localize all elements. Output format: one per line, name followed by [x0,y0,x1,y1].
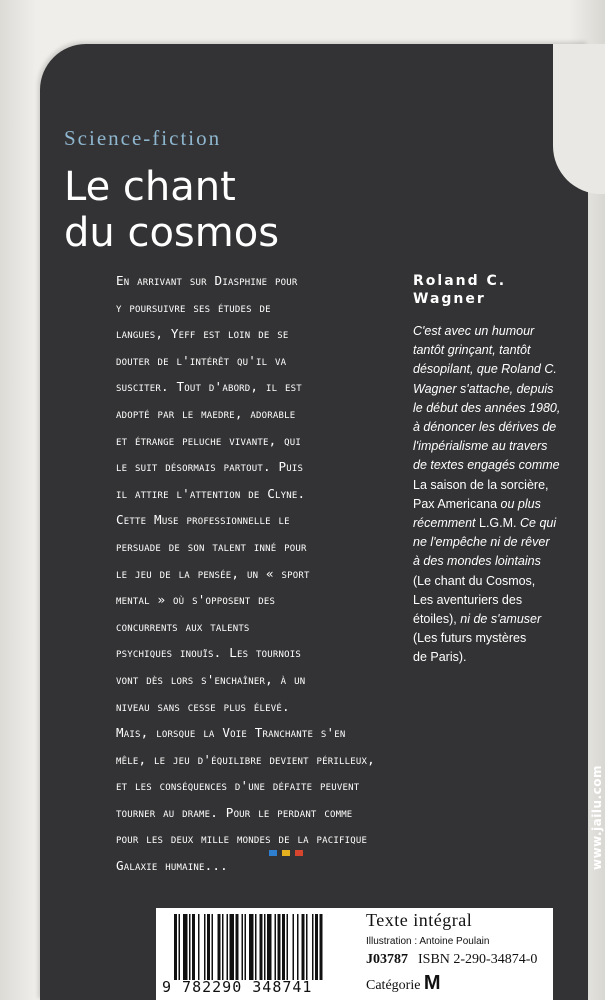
barcode-bar [242,914,244,980]
synopsis-line: y poursuivre ses études de [116,299,271,315]
barcode-bar [275,914,277,980]
author-line-2: Wagner [413,291,486,307]
author-bio [413,322,573,668]
synopsis-line: douter de l'intérêt qu'il va [116,352,287,368]
genre-label: Science-fiction [64,126,222,150]
barcode-bar [236,914,239,980]
synopsis-line: tourner au drame. Pour le perdant comme [116,804,353,820]
barcode-bar [297,914,299,980]
synopsis-line: mêle, le jeu d'équilibre devient périlleux, [116,751,375,767]
book-title [64,164,279,256]
bio-line: ne l'empêche ni de rêver [413,535,550,550]
category-letter: M [423,972,441,994]
barcode-bar [174,914,177,980]
barcode-bar [230,914,235,980]
barcode-bar [302,914,305,980]
bio-book-title: de Paris). [413,650,467,665]
synopsis-line: concurrents aux talents [116,618,250,634]
barcode-bar [260,914,263,980]
bio-line [413,514,573,533]
color-dots [269,850,303,856]
synopsis-line: Cette Muse professionnelle le [116,512,290,528]
bio-line: C'est avec un humour [413,324,535,338]
barcode-bar [218,914,221,980]
bio-book-title: L.G.M. [479,516,517,531]
isbn-label [156,908,553,1000]
synopsis-line: le suit désormais partout. Puis [116,459,304,475]
category [366,972,441,995]
barcode-bar [255,914,257,980]
barcode-bar [264,914,266,980]
bio-text: Ce qui [516,516,557,531]
barcode-bar [278,914,281,980]
illustration-credit: Illustration : Antoine Poulain [366,936,490,947]
synopsis-line: et étrange peluche vivante, qui [116,432,301,448]
synopsis-line: susciter. Tout d'abord, il est [116,379,302,395]
bio-line: le début des années 1980, [413,400,561,415]
bio-book-title: (Les futurs mystères [413,631,527,646]
synopsis-line: adopté par le maedre, adorable [116,405,296,421]
synopsis-line: vont dès lors s'enchaîner, à un [116,671,306,687]
cover-cutout [553,44,605,194]
bio-line: Wagner s'attache, depuis [413,381,554,396]
product-code: J03787 [366,952,408,967]
author-name [413,272,506,308]
bio-text: récemment [413,516,479,531]
barcode-bar [320,914,323,980]
red-dot [295,850,303,856]
barcode-bar [245,914,247,980]
bio-line: désopilant, que Roland C. [413,362,557,377]
synopsis-line: niveau sans cesse plus élevé. [116,698,290,714]
title-line-1: Le chant [64,164,236,210]
barcode [162,914,362,996]
bio-line: à des mondes lointains [413,554,541,569]
barcode-bar [249,914,254,980]
barcode-bar [204,914,206,980]
barcode-bar [198,914,200,980]
bio-text: ou plus [497,496,541,511]
synopsis-line: et les conséquences d'une défaite peuvent [116,778,360,794]
barcode-number: 9 782290 348741 [162,978,313,996]
barcode-bar [212,914,214,980]
barcode-bar [222,914,224,980]
bio-line: à dénoncer les dérives de [413,420,557,435]
synopsis-line: psychiques inouïs. Les tournois [116,645,301,661]
synopsis [116,268,413,880]
publisher-url: www.jailu.com [590,765,604,870]
synopsis-line: Mais, lorsque la Voie Tranchante s'en [116,725,346,741]
synopsis-line: il attire l'attention de Clyne. [116,485,306,501]
bio-line: de textes engagés comme [413,458,560,473]
texte-integral: Texte intégral [366,910,473,930]
synopsis-line: En arrivant sur Diasphine pour [116,273,298,288]
bio-book-title: La saison de la sorcière, [413,477,549,492]
barcode-bar [192,914,195,980]
barcode-bar [227,914,229,980]
barcode-bar [282,914,285,980]
barcode-bars [174,914,362,980]
synopsis-line: mental » où s'opposent des [116,592,276,608]
bio-text: ni de s'amuser [456,612,542,627]
category-label: Catégorie [366,978,421,993]
barcode-bar [312,914,314,980]
bio-book-title: étoiles), [413,612,457,627]
barcode-bar [183,914,188,980]
isbn-number: ISBN 2-290-34874-0 [418,952,538,967]
barcode-bar [189,914,191,980]
yellow-dot [282,850,290,856]
bio-book-title: Les aventuriers des [413,592,523,607]
barcode-bar [287,914,289,980]
synopsis-line: le jeu de la pensée, un « sport [116,565,310,581]
barcode-bar [293,914,295,980]
codes-line [366,952,537,968]
barcode-bar [315,914,318,980]
author-line-1: Roland C. [413,273,507,289]
bio-line: tantôt grinçant, tantôt [413,343,531,358]
blue-dot [269,850,277,856]
barcode-bar [267,914,272,980]
barcode-bar [179,914,181,980]
synopsis-line: pour les deux mille mondes de la pacifique [116,831,368,847]
synopsis-line: langues, Yeff est loin de se [116,326,289,342]
bio-book-title: Pax Americana [413,496,498,511]
bio-line: l'impérialisme au travers [413,439,548,454]
synopsis-line: Galaxie humaine... [116,858,228,874]
bio-line [413,610,573,629]
title-line-2: du cosmos [64,210,280,256]
synopsis-line: persuade de son talent inné pour [116,538,307,554]
barcode-bar [207,914,210,980]
barcode-bar [306,914,308,980]
bio-line [413,495,573,514]
bio-book-title: (Le chant du Cosmos, [413,573,536,588]
